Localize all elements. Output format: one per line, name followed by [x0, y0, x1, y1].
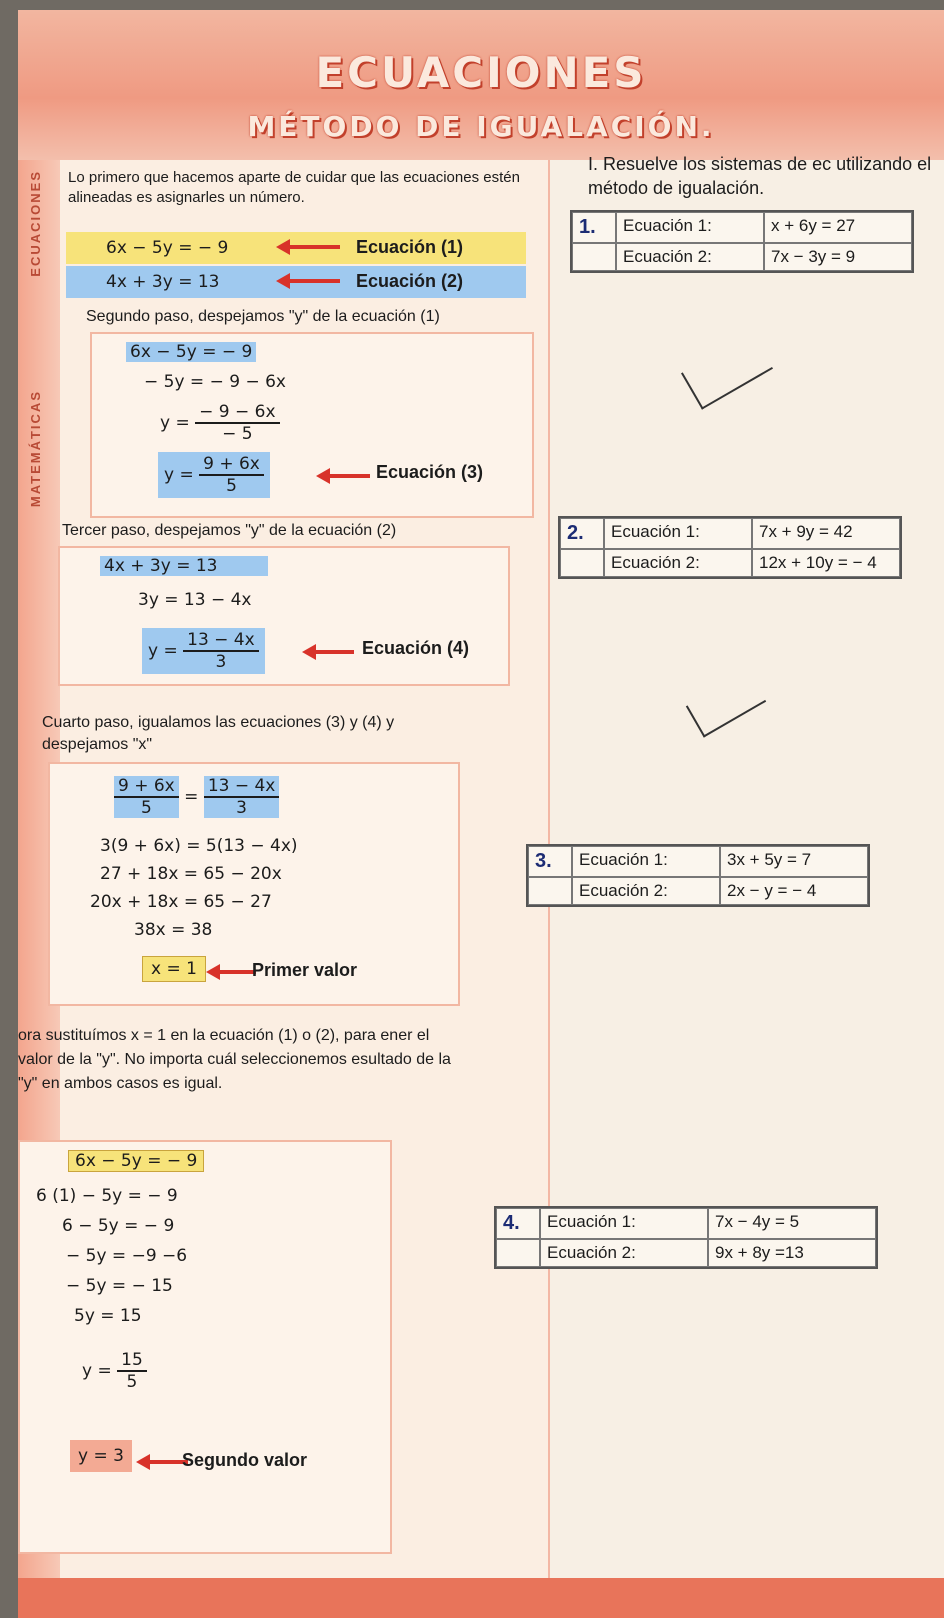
equals-sign: = [184, 787, 199, 807]
arrow-icon [328, 474, 370, 478]
step4-line: 38x = 38 [134, 920, 213, 940]
step2-line2: − 5y = − 9 − 6x [144, 372, 286, 392]
exercise-number: 1. [572, 212, 616, 243]
step3-result-fraction [183, 630, 259, 672]
exercise-1 [570, 210, 914, 273]
step2-line1: 6x − 5y = − 9 [126, 342, 256, 362]
side-label-matematicas: MATEMÁTICAS [28, 390, 43, 508]
exercise-eq2: 2x − y = − 4 [720, 877, 868, 905]
side-label-ecuaciones: ECUACIONES [28, 170, 43, 277]
exercise-eq1-label: Ecuación 1: [604, 518, 752, 549]
exercise-heading: I. Resuelve los sistemas de ec utilizando el método de igualación. [588, 154, 932, 198]
exercise-eq1: 7x + 9y = 42 [752, 518, 900, 549]
step2-line3 [160, 402, 280, 444]
exercise-eq1: x + 6y = 27 [764, 212, 912, 243]
arrow-icon [314, 650, 354, 654]
textbook-page [18, 10, 944, 1618]
step4-line: 3(9 + 6x) = 5(13 − 4x) [100, 836, 298, 856]
exercise-eq2: 7x − 3y = 9 [764, 243, 912, 271]
fraction-numerator: 13 − 4x [183, 630, 259, 652]
fraction-denominator: 3 [215, 652, 227, 672]
step5-line: 5y = 15 [74, 1306, 142, 1326]
fraction-numerator: 9 + 6x [114, 776, 179, 798]
exercise-eq1: 7x − 4y = 5 [708, 1208, 876, 1239]
exercise-eq2: 12x + 10y = − 4 [752, 549, 900, 577]
step5-line: 6 (1) − 5y = − 9 [36, 1186, 178, 1206]
step5-result: y = 3 [70, 1440, 132, 1472]
exercise-eq1-label: Ecuación 1: [572, 846, 720, 877]
step4-equation [114, 776, 279, 818]
step3-line2: 3y = 13 − 4x [138, 590, 252, 610]
step2-title: Segundo paso, despejamos "y" de la ecuación (1) [86, 308, 440, 325]
fraction-numerator: 9 + 6x [199, 454, 264, 476]
step5-label: Segundo valor [182, 1450, 308, 1470]
equation-2: 4x + 3y = 13 [106, 272, 220, 292]
equation-2-label: Ecuación (2) [356, 271, 464, 291]
exercise-eq1-label: Ecuación 1: [616, 212, 764, 243]
exercise-number: 3. [528, 846, 572, 877]
bottom-band [18, 1578, 944, 1618]
exercise-eq2-label: Ecuación 2: [572, 877, 720, 905]
step2-label: Ecuación (3) [376, 462, 484, 482]
step3-result [142, 628, 265, 674]
page-title: ECUACIONES [315, 48, 647, 97]
step4-label: Primer valor [252, 960, 358, 980]
step2-result [158, 452, 270, 498]
exercise-4 [494, 1206, 878, 1269]
step5-fraction-lhs: y = [82, 1361, 112, 1381]
exercise-eq2: 9x + 8y =13 [708, 1239, 876, 1267]
fraction-denominator: 3 [236, 798, 247, 818]
step4-line: 27 + 18x = 65 − 20x [100, 864, 282, 884]
step5-line1: 6x − 5y = − 9 [68, 1150, 204, 1172]
step3-result-lhs: y = [148, 641, 178, 661]
step4-right-fraction [204, 776, 280, 818]
step4-left-fraction [114, 776, 179, 818]
step4-result: x = 1 [142, 956, 206, 982]
step4-line: 20x + 18x = 65 − 27 [90, 892, 272, 912]
fraction-denominator: − 5 [222, 424, 253, 444]
step4-title: Cuarto paso, igualamos las ecuaciones (3) y (4) y despejamos "x" [42, 714, 395, 753]
step3-line1: 4x + 3y = 13 [100, 556, 268, 576]
step3-title: Tercer paso, despejamos "y" de la ecuación (2) [62, 522, 397, 539]
arrow-icon [218, 970, 256, 974]
step5-line: − 5y = −9 −6 [66, 1246, 188, 1266]
exercise-eq1: 3x + 5y = 7 [720, 846, 868, 877]
arrow-icon [288, 245, 340, 249]
fraction-numerator: − 9 − 6x [195, 402, 279, 424]
page-subtitle: MÉTODO DE IGUALACIÓN. [247, 110, 715, 143]
fraction-denominator: 5 [126, 1372, 138, 1392]
intro-text: Lo primero que hacemos aparte de cuidar que las ecuaciones estén alineadas es asignarles un número. [68, 169, 520, 206]
step2-line3-fraction [195, 402, 279, 444]
exercise-number: 4. [496, 1208, 540, 1239]
arrow-icon [288, 279, 340, 283]
equation-1: 6x − 5y = − 9 [106, 238, 229, 258]
exercise-eq2-label: Ecuación 2: [616, 243, 764, 271]
fraction-numerator: 13 − 4x [204, 776, 280, 798]
step5-fraction-line [82, 1350, 147, 1392]
step5-line: 6 − 5y = − 9 [62, 1216, 175, 1236]
step2-result-lhs: y = [164, 465, 194, 485]
fraction-denominator: 5 [140, 798, 152, 818]
exercise-eq2-label: Ecuación 2: [604, 549, 752, 577]
exercise-2 [558, 516, 902, 579]
exercise-number: 2. [560, 518, 604, 549]
fraction-denominator: 5 [226, 476, 237, 496]
exercise-3 [526, 844, 870, 907]
step5-fraction [117, 1350, 147, 1392]
fraction-numerator: 15 [117, 1350, 147, 1372]
exercise-eq2-label: Ecuación 2: [540, 1239, 708, 1267]
equation-1-label: Ecuación (1) [356, 237, 464, 257]
step3-label: Ecuación (4) [362, 638, 470, 658]
step5-text: ora sustituímos x = 1 en la ecuación (1) o (2), para ener el valor de la "y". No importa cuál seleccionemos esultado de la "y" en ambos casos es igual. [18, 1027, 451, 1092]
step2-line3-lhs: y = [160, 413, 190, 433]
step2-result-fraction [199, 454, 264, 496]
step5-line: − 5y = − 15 [66, 1276, 173, 1296]
exercise-eq1-label: Ecuación 1: [540, 1208, 708, 1239]
